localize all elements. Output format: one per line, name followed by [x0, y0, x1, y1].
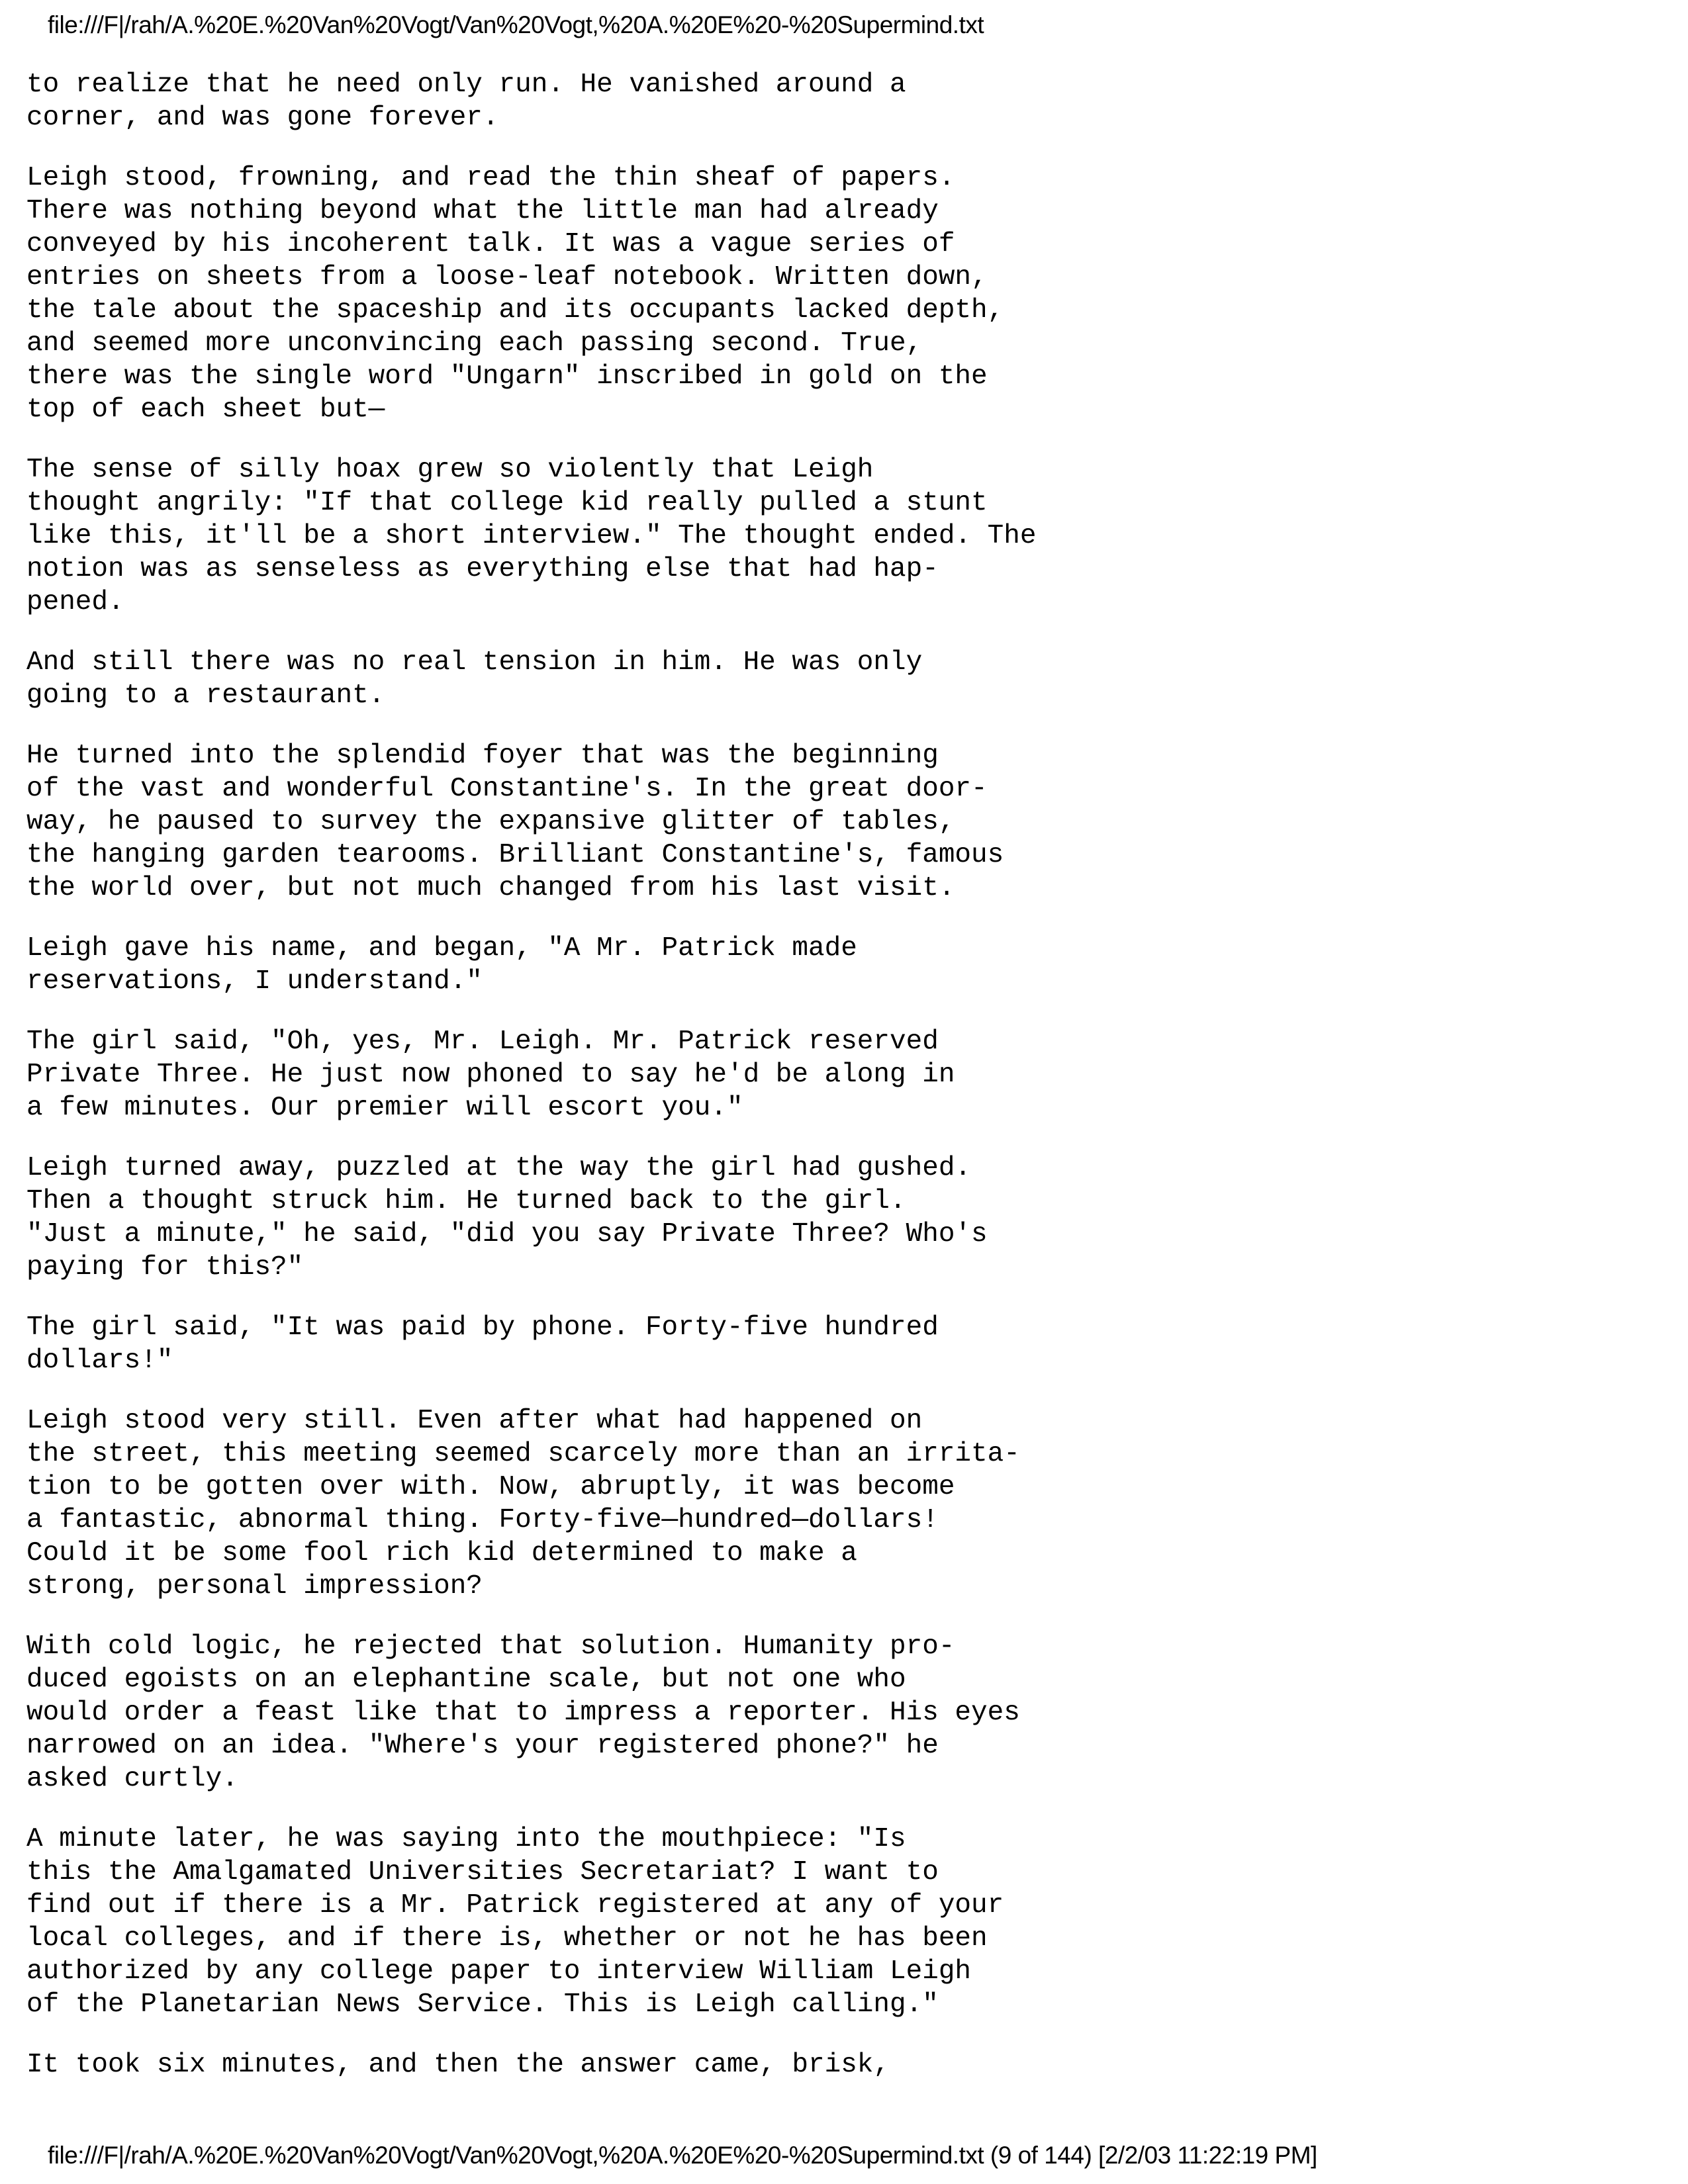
document-body [26, 68, 1615, 2109]
paragraph-10: Leigh stood very still. Even after what had happened on the street, this meeting seemed scarcely more than an irrita- tion to be gotten over with. Now, abruptly, it was become a fantastic, abnormal thing. Forty-five—hundred—dollars! Could it be some fool rich kid determined to make a strong, personal impression? [26, 1406, 1020, 1602]
paragraph-13: It took six minutes, and then the answer came, brisk, [26, 2050, 890, 2080]
page-footer: file:///F|/rah/A.%20E.%20Van%20Vogt/Van%20Vogt,%20A.%20E%20-%20Supermind.txt (9 of 144) [2/2/03 11:22:19 PM] [48, 2142, 1317, 2169]
paragraph-11: With cold logic, he rejected that solution. Humanity pro- duced egoists on an elephantine scale, but not one who would order a feast like that to impress a reporter. His eyes narrowed on an idea. "Where's your registered phone?" he asked curtly. [26, 1631, 1020, 1794]
paragraph-1: to realize that he need only run. He vanished around a corner, and was gone forever. [26, 69, 906, 133]
page-header-url: file:///F|/rah/A.%20E.%20Van%20Vogt/Van%20Vogt,%20A.%20E%20-%20Supermind.txt [48, 11, 984, 38]
paragraph-7: The girl said, "Oh, yes, Mr. Leigh. Mr. Patrick reserved Private Three. He just now phoned to say he'd be along in a few minutes. Our premier will escort you." [26, 1026, 955, 1123]
paragraph-8: Leigh turned away, puzzled at the way the girl had gushed. Then a thought struck him. He turned back to the girl. "Just a minute," he said, "did you say Private Three? Who's paying for this?" [26, 1153, 988, 1283]
paragraph-6: Leigh gave his name, and began, "A Mr. Patrick made reservations, I understand." [26, 933, 857, 997]
paragraph-9: The girl said, "It was paid by phone. Forty-five hundred dollars!" [26, 1312, 939, 1376]
paragraph-4: And still there was no real tension in him. He was only going to a restaurant. [26, 647, 923, 711]
paragraph-12: A minute later, he was saying into the mouthpiece: "Is this the Amalgamated Universities Secretariat? I want to find out if there is a Mr. Patrick registered at any of your local colleges, and if there is, whether or not he has been authorized by any college paper to interview William Leigh of the Planetarian News Service. This is Leigh calling." [26, 1824, 1004, 2020]
paragraph-5: He turned into the splendid foyer that was the beginning of the vast and wonderful Constantine's. In the great door- way, he paused to survey the expansive glitter of tables, the hanging garden tearooms. Brilliant Constantine's, famous the world over, but not much changed from his last visit. [26, 741, 1004, 903]
paragraph-2: Leigh stood, frowning, and read the thin sheaf of papers. There was nothing beyond what the little man had already conveyed by his incoherent talk. It was a vague series of entries on sheets from a loose-leaf notebook. Written down, the tale about the spaceship and its occupants lacked depth, and seemed more unconvincing each passing second. True, there was the single word "Ungarn" inscribed in gold on the top of each sheet but— [26, 163, 1004, 425]
paragraph-3: The sense of silly hoax grew so violently that Leigh thought angrily: "If that college kid really pulled a stunt like this, it'll be a short interview." The thought ended. The notion was as senseless as everything else that had hap- pened. [26, 455, 1037, 617]
